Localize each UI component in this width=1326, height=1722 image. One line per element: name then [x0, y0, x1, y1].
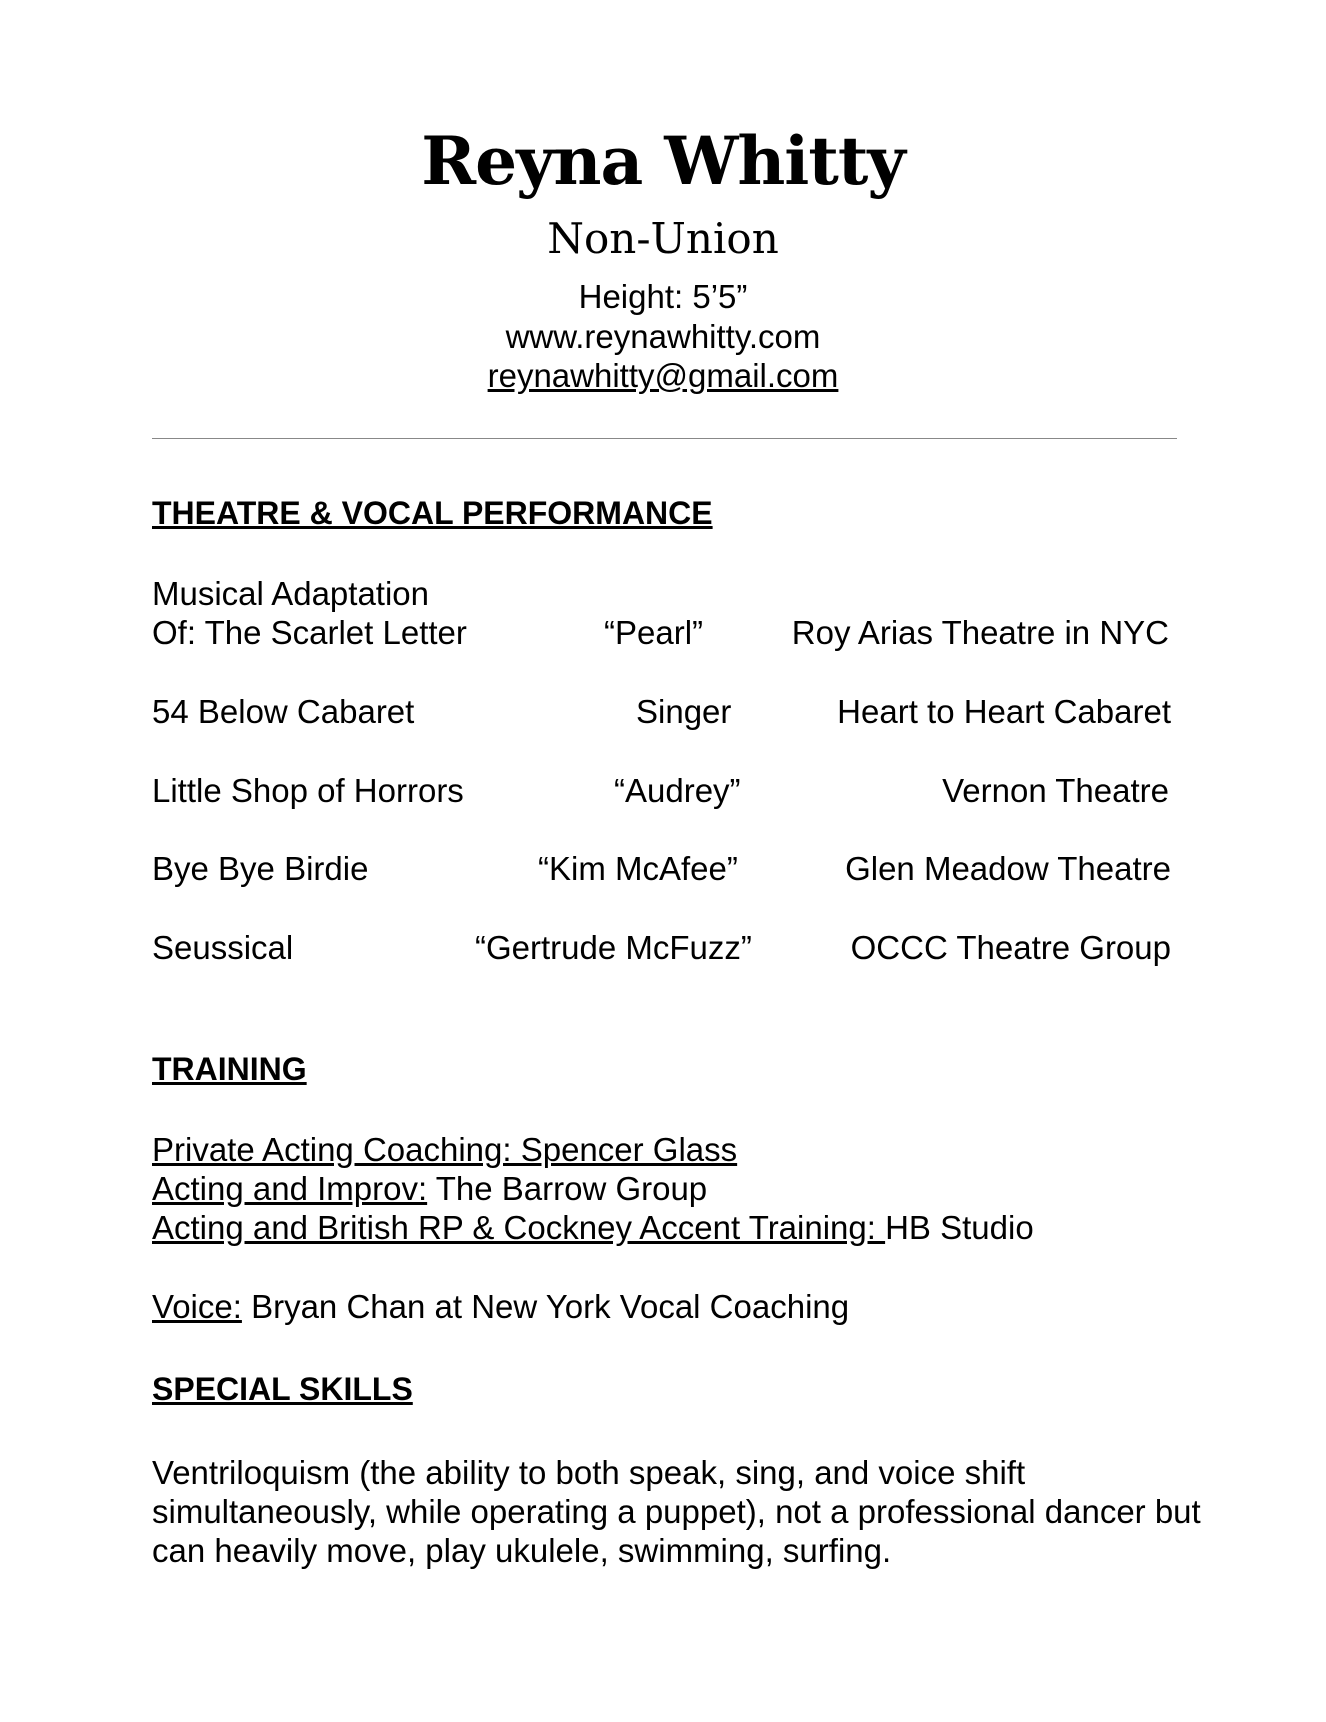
training-label: Acting and Improv: — [152, 1170, 428, 1207]
skills-text: Ventriloquism (the ability to both speak, sing, and voice shift simultaneously, while operating a puppet), not a professional dancer but can heavily move, play ukulele, swimming, surfing. — [152, 1454, 1201, 1569]
credit-show: Of: The Scarlet Letter — [152, 614, 467, 651]
training-line — [152, 1172, 707, 1205]
training-heading: TRAINING — [152, 1051, 307, 1087]
header-divider — [152, 438, 1177, 439]
training-value: The Barrow Group — [427, 1170, 708, 1207]
credit-role: “Kim McAfee” — [538, 850, 738, 887]
theatre-heading: THEATRE & VOCAL PERFORMANCE — [152, 495, 713, 531]
credit-venue: Glen Meadow Theatre — [845, 850, 1171, 887]
credit-role: Singer — [636, 693, 732, 730]
credit-venue: Vernon Theatre — [942, 772, 1169, 809]
credit-role: “Pearl” — [604, 614, 704, 651]
credit-venue: OCCC Theatre Group — [850, 929, 1171, 966]
website-link[interactable]: www.reynawhitty.com — [505, 318, 821, 355]
union-status: Non-Union — [547, 214, 779, 263]
credit-show-line1: Musical Adaptation — [152, 575, 430, 612]
email-link[interactable] — [0, 359, 1326, 392]
training-line — [152, 1133, 737, 1166]
credit-venue: Heart to Heart Cabaret — [837, 693, 1171, 730]
credit-show: Seussical — [152, 929, 294, 966]
actor-name: Reyna Whitty — [421, 122, 905, 200]
skills-heading: SPECIAL SKILLS — [152, 1371, 413, 1407]
credit-show: Little Shop of Horrors — [152, 772, 464, 809]
credit-venue: Roy Arias Theatre in NYC — [791, 614, 1169, 651]
training-value: HB Studio — [885, 1209, 1034, 1246]
training-label: Private Acting Coaching: Spencer Glass — [152, 1131, 738, 1168]
credit-show: Bye Bye Birdie — [152, 850, 369, 887]
email-text[interactable]: reynawhitty@gmail.com — [487, 357, 839, 394]
credit-show: 54 Below Cabaret — [152, 693, 415, 730]
height-info: Height: 5’5” — [578, 278, 748, 315]
training-line — [152, 1290, 849, 1323]
training-line — [152, 1211, 1034, 1244]
training-label: Acting and British RP & Cockney Accent Training: — [152, 1209, 886, 1246]
training-value: Bryan Chan at New York Vocal Coaching — [241, 1288, 850, 1325]
credit-role: “Gertrude McFuzz” — [475, 929, 752, 966]
credit-role: “Audrey” — [614, 772, 741, 809]
training-label: Voice: — [152, 1288, 242, 1325]
